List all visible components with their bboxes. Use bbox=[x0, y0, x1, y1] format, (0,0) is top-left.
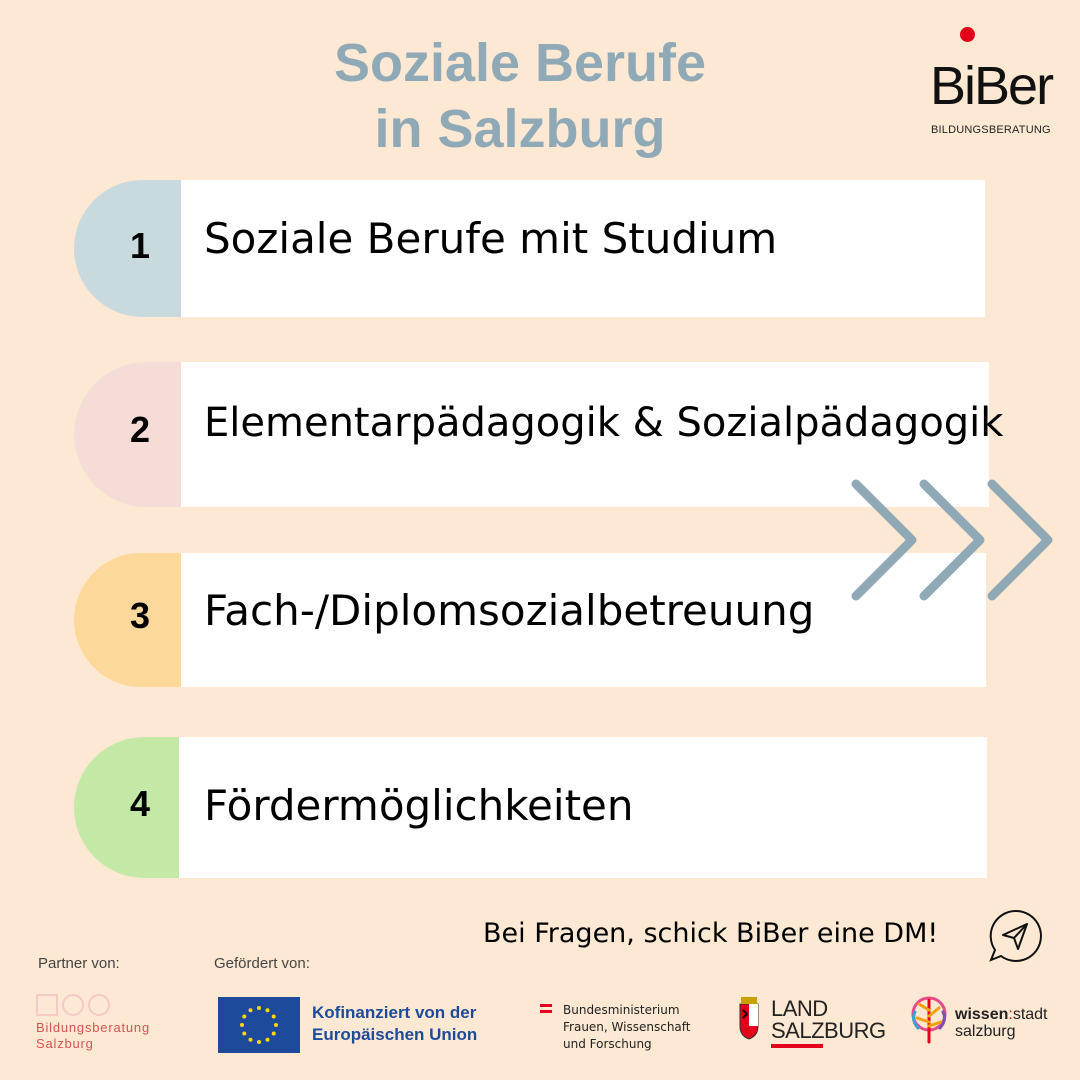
chevron-arrows-icon bbox=[850, 478, 1060, 603]
logo-subtitle: BILDUNGSBERATUNG bbox=[931, 124, 1051, 136]
item-number: 4 bbox=[129, 783, 151, 824]
eu-line-1: Kofinanziert von der bbox=[312, 1003, 477, 1022]
item-number: 2 bbox=[129, 409, 151, 450]
eu-star bbox=[272, 1032, 276, 1036]
eu-star bbox=[249, 1008, 253, 1012]
ws-line-2: salzburg bbox=[955, 1023, 1016, 1040]
eu-star bbox=[257, 1040, 261, 1044]
eu-star bbox=[257, 1006, 261, 1010]
item-label: Fach-/Diplomsozialbetreuung bbox=[204, 586, 815, 635]
eu-funding-text bbox=[312, 1002, 477, 1046]
partner-label: Partner von: bbox=[38, 955, 120, 972]
item-label: Soziale Berufe mit Studium bbox=[204, 214, 778, 263]
land-underline bbox=[771, 1044, 823, 1048]
ministry-line-3: und Forschung bbox=[563, 1037, 652, 1051]
eu-flag-icon bbox=[218, 997, 300, 1053]
land-line-2: SALZBURG bbox=[771, 1018, 886, 1043]
bb-line-1: Bildungsberatung bbox=[36, 1020, 150, 1035]
logo-dot bbox=[960, 27, 975, 42]
bb-line-2: Salzburg bbox=[36, 1036, 94, 1051]
land-salzburg-text bbox=[771, 998, 886, 1042]
item-label: Fördermöglichkeiten bbox=[204, 781, 634, 830]
dm-hint: Bei Fragen, schick BiBer eine DM! bbox=[483, 918, 939, 949]
ministry-line-1: Bundesministerium bbox=[563, 1003, 680, 1017]
eu-line-2: Europäischen Union bbox=[312, 1025, 478, 1044]
ws-part-1: wissen bbox=[955, 1006, 1009, 1023]
biber-logo bbox=[928, 24, 1058, 139]
list-item-4 bbox=[74, 737, 987, 878]
wissenstadt-tree-icon bbox=[906, 994, 952, 1044]
send-message-icon[interactable] bbox=[987, 908, 1043, 964]
bb-circle-icon bbox=[62, 994, 84, 1016]
item-number: 3 bbox=[129, 595, 151, 636]
eu-star bbox=[242, 1015, 246, 1019]
eu-star bbox=[266, 1038, 270, 1042]
land-line-1: LAND bbox=[771, 996, 828, 1021]
page-title bbox=[260, 30, 780, 162]
ministry-text bbox=[563, 1002, 691, 1053]
eu-star bbox=[266, 1008, 270, 1012]
wissenstadt-text: wissen:stadt salzburg bbox=[955, 1006, 1048, 1040]
logo-word: BiBer bbox=[930, 56, 1053, 116]
salzburg-crest-icon bbox=[737, 996, 761, 1040]
ws-part-2: stadt bbox=[1012, 1006, 1048, 1023]
eu-star bbox=[274, 1023, 278, 1027]
eu-star bbox=[249, 1038, 253, 1042]
funded-label: Gefördert von: bbox=[214, 955, 310, 972]
title-line-2: in Salzburg bbox=[374, 99, 666, 159]
list-item-1 bbox=[74, 180, 985, 317]
austria-flag-icon bbox=[540, 1004, 552, 1013]
ministry-line-2: Frauen, Wissenschaft bbox=[563, 1020, 691, 1034]
bb-circle-icon bbox=[88, 994, 110, 1016]
eu-star bbox=[240, 1023, 244, 1027]
title-line-1: Soziale Berufe bbox=[333, 33, 707, 93]
bb-text bbox=[36, 1020, 150, 1052]
eu-star bbox=[272, 1015, 276, 1019]
bildungsberatung-logo bbox=[36, 994, 176, 1054]
item-number: 1 bbox=[129, 225, 151, 266]
bb-square-icon bbox=[36, 994, 58, 1016]
eu-star bbox=[242, 1032, 246, 1036]
item-label: Elementarpädagogik & Sozialpädagogik bbox=[204, 400, 1004, 446]
